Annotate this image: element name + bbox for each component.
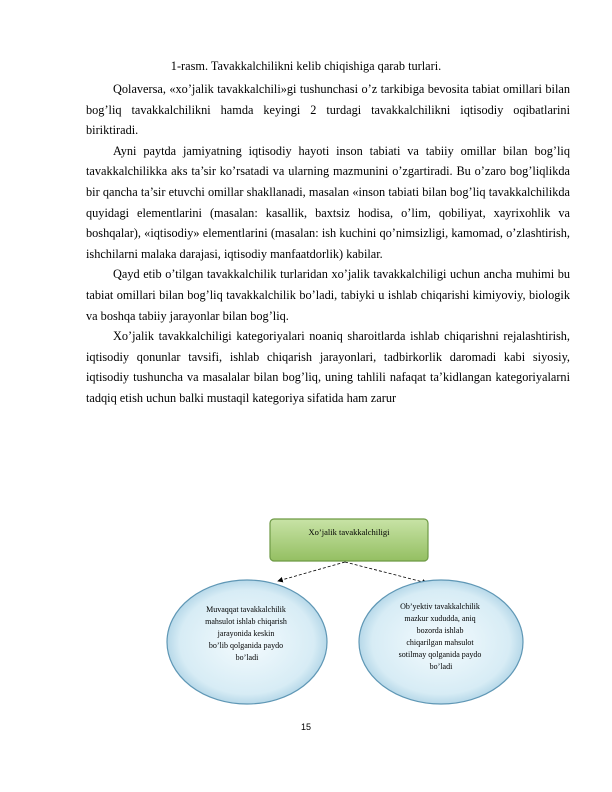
paragraph: Qolaversa, «xo’jalik tavakkalchili»gi tushunchasi o’z tarkibiga bevosita tabiat omillari bilan bog’liq tavakkalchilikni hamda keyingi 2 turdagi tavakkalchilikni iqtisodiy oqibatlarini biriktiradi. [86, 82, 570, 138]
figure-caption: 1-rasm. Tavakkalchilikni kelib chiqishiga qarab turlari. [170, 59, 442, 73]
risk-types-diagram [165, 516, 530, 708]
temporary-risk-label: Muvaqqat tavakkalchilik mahsulot ishlab chiqarish jarayonida keskin bo’lib qolganida paydo bo’ladi [205, 605, 287, 662]
main-risk-box [270, 519, 428, 561]
arrow-left [278, 562, 345, 581]
page-number: 15 [300, 722, 311, 732]
paragraph: Xo’jalik tavakkalchiligi kategoriyalari noaniq sharoitlarda ishlab chiqarishni rejalashtirish, iqtisodiy qonunlar tavsifi, ishlab chiqarish jarayonlari, tadbirkorlik daromadi kabi siyosiy, iqtisodiy tushuncha va masalalar bilan bog’liq, uning tahlili nafaqat ta’kidlangan kategoriyalarni tadqiq etish uchun balki mustaqil kategoriya sifatida ham zarur [86, 329, 570, 405]
main-risk-box-label: Xo’jalik tavakkalchiligi [308, 527, 390, 537]
paragraph: Ayni paytda jamiyatning iqtisodiy hayoti inson tabiati va tabiiy omillar bilan bog’liq tavakkalchilikka aks ta’sir ko’rsatadi va ularning mazmunini o’zgartiradi. Bu o’zaro bog’liqlikda bir qancha ta’sir etuvchi omillar shakllanadi, masalan «inson tabiati bilan bog’liq tavakkalchilikda quyidagi elementlarini (masalan: kasallik, baxtsiz hodisa, o’lim, qobiliyat, xayrixohlik va boshqalar), «iqtisodiy» elementlarini (masalan: ish kuchini qo’nimsizligi, kamomad, o’zlashtirish, ishchilarni malaka darajasi, iqtisodiy manfaatdorlik) kabilar. [86, 143, 570, 261]
arrow-right [345, 562, 427, 583]
paragraph: Qayd etib o’tilgan tavakkalchilik turlaridan xo’jalik tavakkalchiligi uchun ancha muhimi bu tabiat omillari bilan bog’liq tavakkalchilik bo’ladi, tabiyki u ishlab chiqarishi kimiyoviy, biologik va boshqa tabiiy jarayonlar bilan bog’liq. [86, 267, 570, 323]
objective-risk-label: Ob’yektiv tavakkalchilik mazkur xududda, aniq bozorda ishlab chiqarilgan mahsulot sotilmay qolganida paydo bo’ladi [398, 602, 482, 671]
body-text [86, 79, 570, 409]
